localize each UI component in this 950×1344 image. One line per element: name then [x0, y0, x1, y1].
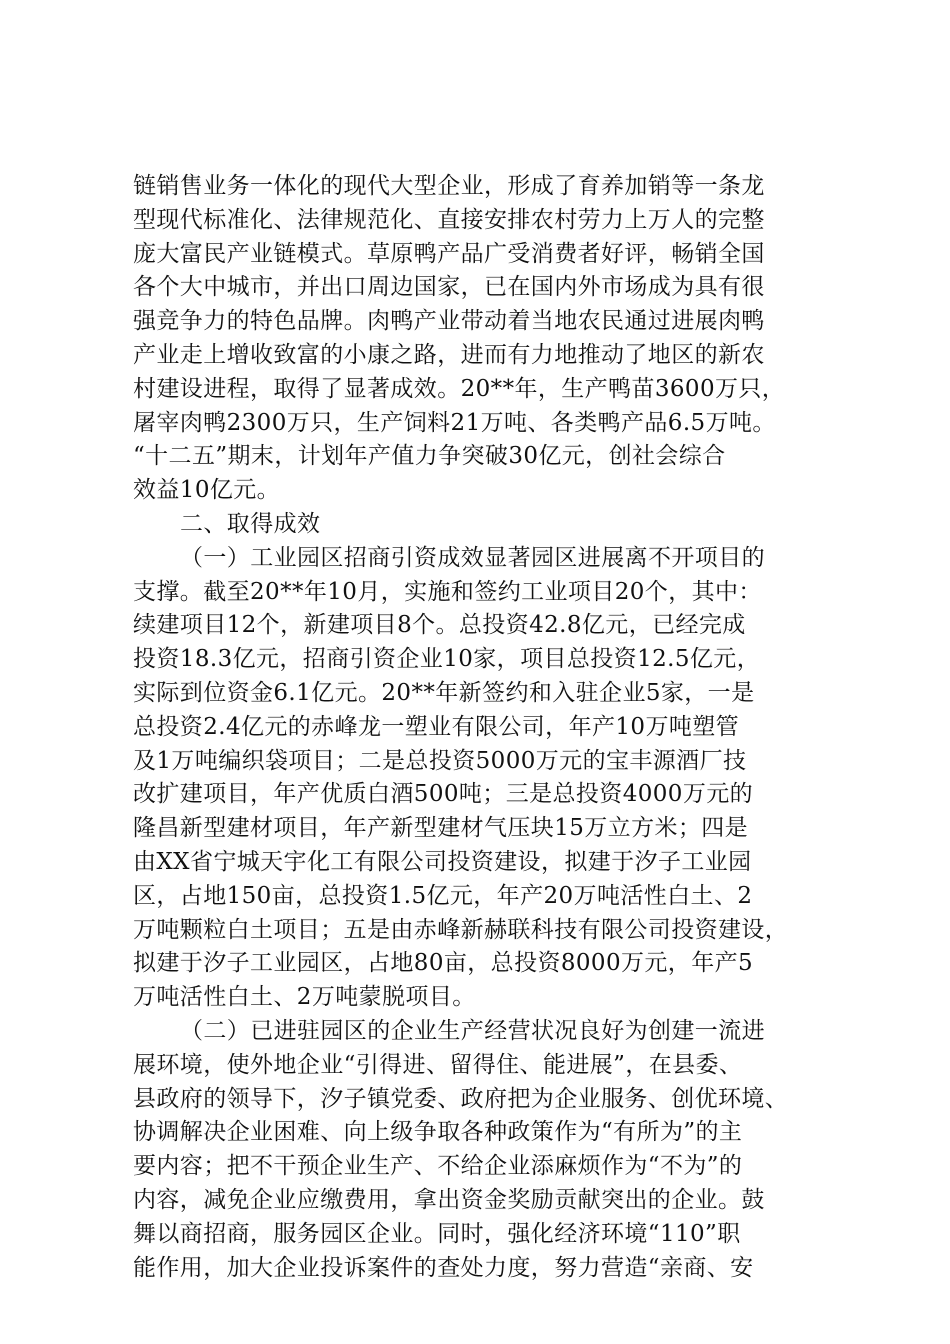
- text-line: 隆昌新型建材项目，年产新型建材气压块15万立方米；四是: [133, 815, 749, 842]
- text-line: 由XX省宁城天宇化工有限公司投资建设，拟建于汐子工业园: [133, 848, 752, 875]
- text-line: 区，占地150亩，总投资1.5亿元，年产20万吨活性白土、2: [133, 882, 753, 909]
- text-line: 县政府的领导下，汐子镇党委、政府把为企业服务、创优环境、: [133, 1085, 789, 1112]
- paragraph-industrial-park-investment: [133, 542, 843, 1015]
- text-line: 强竞争力的特色品牌。肉鸭产业带动着当地农民通过进展肉鸭: [133, 308, 765, 335]
- text-line: 各个大中城市，并出口周边国家，已在国内外市场成为具有很: [133, 274, 765, 301]
- text-line: 实际到位资金6.1亿元。20**年新签约和入驻企业5家，一是: [133, 679, 755, 706]
- text-line: 万吨颗粒白土项目；五是由赤峰新赫联科技有限公司投资建设，: [133, 916, 789, 943]
- text-line: 产业走上增收致富的小康之路，进而有力地推动了地区的新农: [133, 341, 765, 368]
- paragraph-enterprise-operations: [133, 1015, 843, 1285]
- text-line: 协调解决企业困难、向上级争取各种政策作为“有所为”的主: [133, 1119, 743, 1146]
- intro-paragraph: [133, 170, 843, 508]
- text-line: 内容，减免企业应缴费用，拿出资金奖励贡献突出的企业。鼓: [133, 1186, 765, 1213]
- text-line: “十二五”期末，计划年产值力争突破30亿元，创社会综合: [133, 443, 726, 470]
- document-body: [133, 170, 843, 1285]
- text-line: 改扩建项目，年产优质白酒500吨；三是总投资4000万元的: [133, 781, 754, 808]
- text-line: 投资18.3亿元，招商引资企业10家，项目总投资12.5亿元，: [133, 646, 761, 673]
- text-line: 总投资2.4亿元的赤峰龙一塑业有限公司，年产10万吨塑管: [133, 713, 740, 740]
- text-line: 村建设进程，取得了显著成效。20**年，生产鸭苗3600万只，: [133, 375, 786, 402]
- text-line: 庞大富民产业链模式。草原鸭产品广受消费者好评，畅销全国: [133, 240, 765, 267]
- text-line: 拟建于汐子工业园区，占地80亩，总投资8000万元，年产5: [133, 950, 754, 977]
- text-line: 支撑。截至20**年10月，实施和签约工业项目20个，其中：: [133, 578, 762, 605]
- text-line: 型现代标准化、法律规范化、直接安排农村劳力上万人的完整: [133, 206, 765, 233]
- text-line: 续建项目12个，新建项目8个。总投资42.8亿元，已经完成: [133, 612, 746, 639]
- text-line: 屠宰肉鸭2300万只，生产饲料21万吨、各类鸭产品6.5万吨。: [133, 409, 776, 436]
- text-line: 及1万吨编织袋项目；二是总投资5000万元的宝丰源酒厂技: [133, 747, 747, 774]
- text-line: （二）已进驻园区的企业生产经营状况良好为创建一流进: [180, 1017, 765, 1044]
- text-line: 展环境，使外地企业“引得进、留得住、能进展”，在县委、: [133, 1051, 743, 1078]
- text-line: 能作用，加大企业投诉案件的查处力度，努力营造“亲商、安: [133, 1254, 754, 1281]
- text-line: 效益10亿元。: [133, 477, 281, 504]
- text-line: 舞以商招商，服务园区企业。同时，强化经济环境“110”职: [133, 1220, 741, 1247]
- text-line: 链销售业务一体化的现代大型企业，形成了育养加销等一条龙: [133, 173, 765, 199]
- text-line: 要内容；把不干预企业生产、不给企业添麻烦作为“不为”的: [133, 1153, 743, 1180]
- section-heading: 二、取得成效: [180, 510, 321, 537]
- text-line: 万吨活性白土、2万吨蒙脱项目。: [133, 984, 476, 1011]
- text-line: （一）工业园区招商引资成效显著园区进展离不开项目的: [180, 544, 765, 571]
